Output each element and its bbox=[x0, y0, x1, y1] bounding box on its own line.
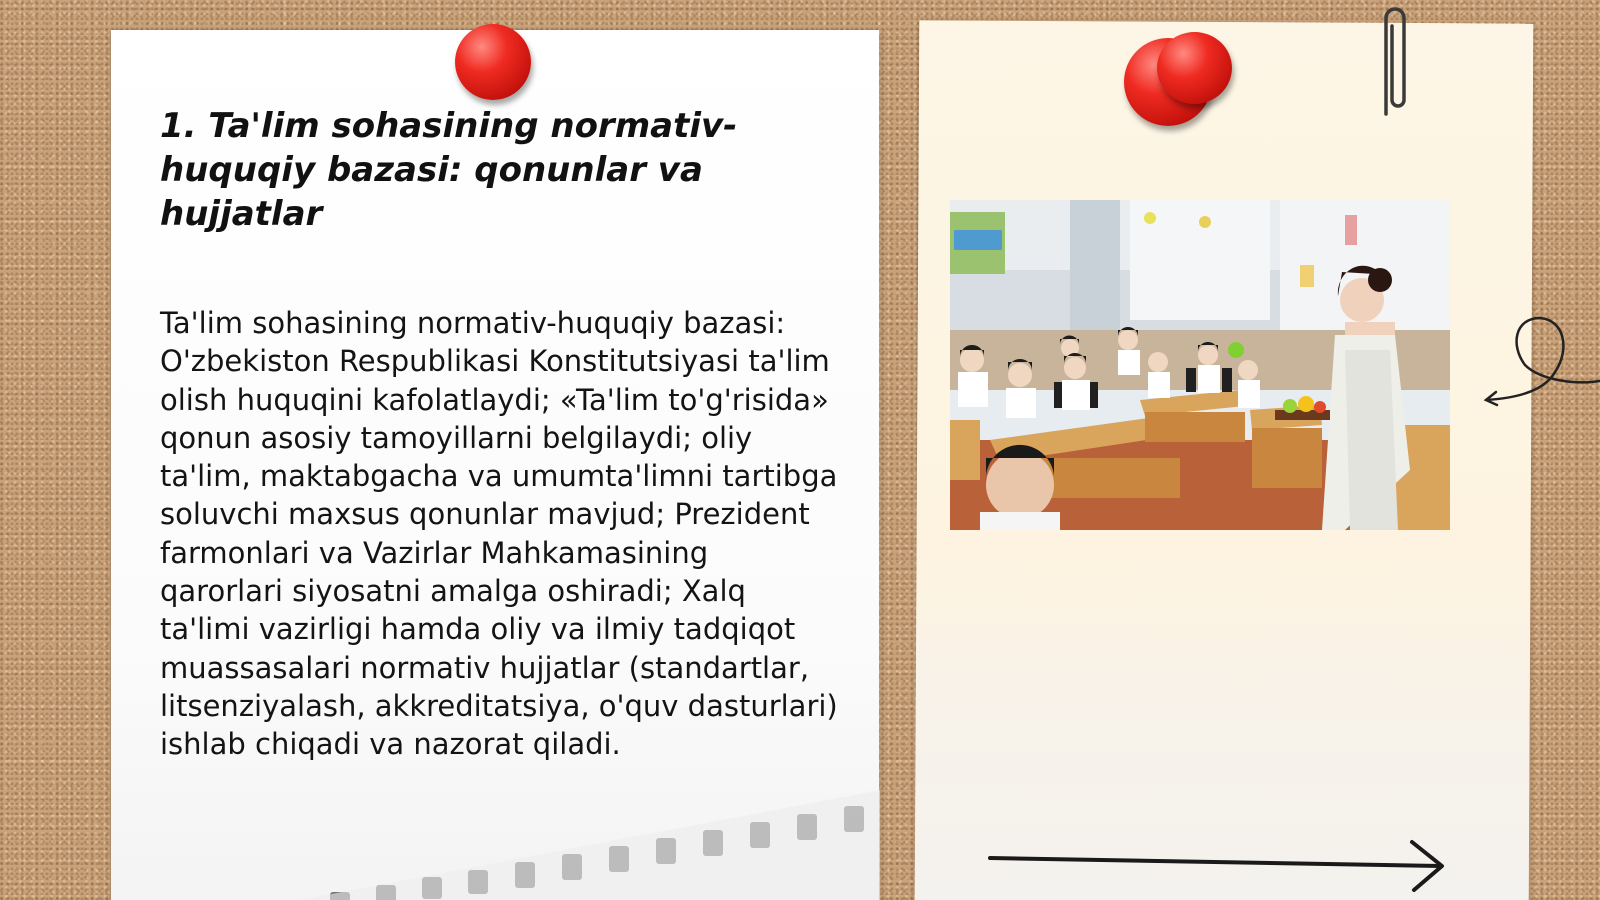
paperclip-icon bbox=[1378, 0, 1412, 124]
classroom-photo bbox=[950, 200, 1450, 530]
slide-body-text: Ta'lim sohasining normativ-huquqiy bazasi: O'zbekiston Respublikasi Konstitutsiyasi ta'lim olish huquqini kafolatlaydi; «Ta'lim to'g'risida» qonun asosiy tamoyillarni belgilaydi; oliy ta'lim, maktabgacha va umumta'limni tartibga soluvchi maxsus qonunlar mavjud; Prezident farmonlari va Vazirlar Mahkamasining qarorlari siyosatni amalga oshiradi; Xalq ta'limi vazirligi hamda oliy va ilmiy tadqiqot muassasalari normativ hujjatlar (standartlar, litsenziyalash, akkreditatsiya, o'quv dasturlari) ishlab chiqadi va nazorat qiladi. bbox=[160, 306, 838, 762]
red-pushpin-icon bbox=[455, 24, 531, 100]
red-pushpin-icon bbox=[1157, 32, 1232, 104]
slide-title: 1. Ta'lim sohasining normativ-huquqiy bazasi: qonunlar va hujjatlar bbox=[160, 106, 738, 234]
